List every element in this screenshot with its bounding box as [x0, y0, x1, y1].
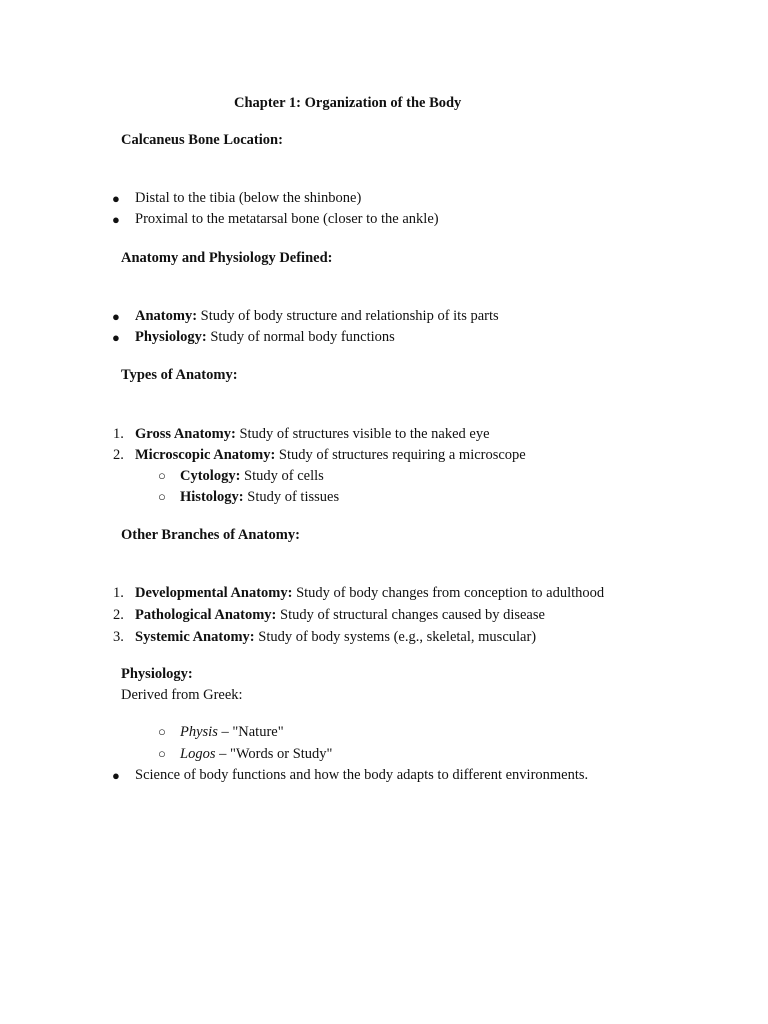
list-item-text [135, 629, 536, 646]
definition: Study of body changes from conception to adulthood [292, 585, 605, 601]
definition: Study of body structure and relationship of its parts [197, 308, 499, 324]
list-item-text [135, 426, 490, 443]
bullet-marker: ● [112, 212, 120, 227]
page-title: Chapter 1: Organization of the Body [234, 95, 462, 111]
circle-marker: ○ [158, 746, 166, 761]
circle-marker: ○ [158, 468, 166, 483]
list-item-text [180, 468, 324, 485]
list-item-text: Distal to the tibia (below the shinbone) [135, 190, 362, 206]
term: Microscopic Anatomy: [135, 447, 276, 463]
list-number: 3. [113, 629, 124, 645]
list-item-text [135, 308, 499, 325]
term: Pathological Anatomy: [135, 607, 277, 623]
list-item-text [180, 724, 284, 741]
greek-word: Physis [180, 724, 218, 740]
term: Histology: [180, 489, 244, 505]
definition: Study of normal body functions [206, 329, 395, 345]
section-heading-types-of-anatomy: Types of Anatomy: [121, 367, 238, 383]
list-number: 1. [113, 426, 124, 442]
section-heading-other-branches: Other Branches of Anatomy: [121, 527, 300, 543]
greek-word: Logos [180, 746, 216, 762]
definition: Study of body systems (e.g., skeletal, muscular) [254, 629, 537, 645]
list-item-text: Science of body functions and how the body adapts to different environments. [135, 767, 589, 783]
bullet-marker: ● [112, 309, 120, 324]
list-number: 2. [113, 447, 124, 463]
bullet-marker: ● [112, 330, 120, 345]
bullet-marker: ● [112, 768, 120, 783]
definition: Study of structural changes caused by disease [276, 607, 545, 623]
definition: Study of structures requiring a microscope [275, 447, 526, 463]
term: Systemic Anatomy: [135, 629, 255, 645]
circle-marker: ○ [158, 724, 166, 739]
list-item-text [135, 447, 526, 464]
list-item-text [135, 585, 604, 602]
physiology-intro: Derived from Greek: [121, 687, 243, 703]
list-item-text [135, 607, 545, 624]
list-number: 2. [113, 607, 124, 623]
list-item-text: Proximal to the metatarsal bone (closer to the ankle) [135, 211, 439, 227]
term: Developmental Anatomy: [135, 585, 293, 601]
definition: Study of cells [240, 468, 324, 484]
list-item-text [135, 329, 395, 346]
section-heading-physiology: Physiology: [121, 666, 193, 682]
definition: Study of tissues [243, 489, 340, 505]
section-heading-calcaneus: Calcaneus Bone Location: [121, 132, 283, 148]
term: Cytology: [180, 468, 241, 484]
list-item-text [180, 746, 332, 763]
term: Gross Anatomy: [135, 426, 236, 442]
term: Anatomy: [135, 308, 198, 324]
definition: Study of structures visible to the naked eye [235, 426, 490, 442]
term: Physiology: [135, 329, 207, 345]
meaning: – "Words or Study" [215, 746, 333, 762]
list-item-text [180, 489, 339, 506]
section-heading-anatomy-physiology: Anatomy and Physiology Defined: [121, 250, 333, 266]
list-number: 1. [113, 585, 124, 601]
circle-marker: ○ [158, 489, 166, 504]
meaning: – "Nature" [217, 724, 284, 740]
bullet-marker: ● [112, 191, 120, 206]
